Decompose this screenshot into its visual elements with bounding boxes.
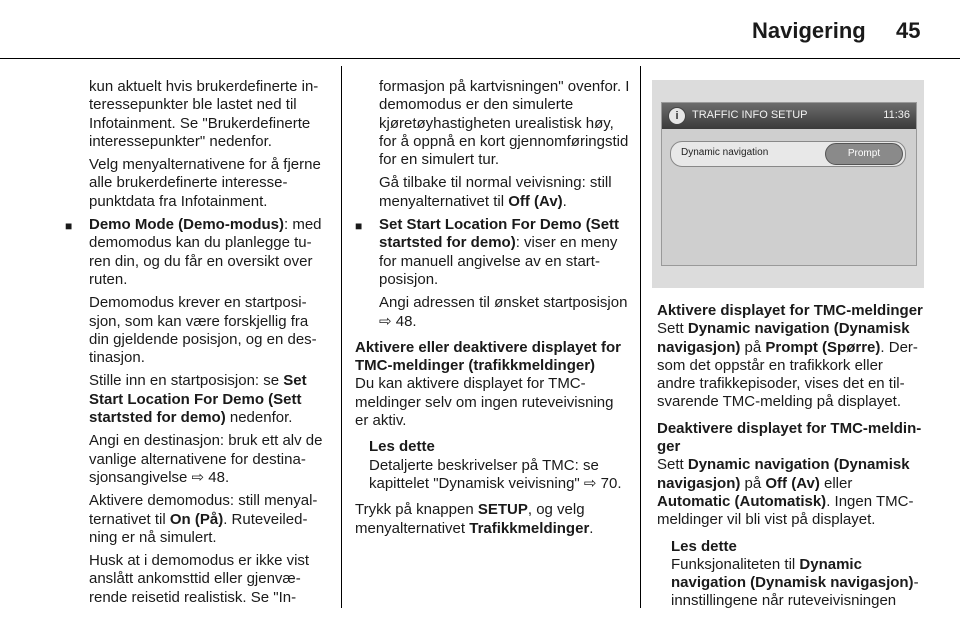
bullet-demo-mode <box>65 216 327 289</box>
text: Sett <box>657 456 688 474</box>
bold-text: Set Start Location For Demo (Sett startsted for demo) <box>89 372 307 427</box>
text: . Ingen TMC-meldinger vil bli vist på displayet. <box>657 492 914 529</box>
header-title: Navigering <box>752 18 866 43</box>
text: Stille inn en startposisjon: se <box>89 372 284 390</box>
bold-text: Dynamic navigation (Dynamisk navigasjon) <box>671 555 914 592</box>
dynamic-navigation-row[interactable] <box>670 141 906 167</box>
column-3 <box>657 302 925 611</box>
bold-text: Prompt (Spørre) <box>765 338 881 356</box>
column-divider-2 <box>640 66 641 608</box>
text: Sett <box>657 320 688 338</box>
setting-value-button[interactable]: Prompt <box>825 143 903 165</box>
text: Aktivere demomodus: still menyalternativet til <box>89 492 318 528</box>
text: . Ruteveiledning er nå simulert. <box>89 510 308 546</box>
bold-text: Trafikkmeldinger <box>469 519 590 537</box>
text: Funksjonaliteten til <box>671 555 800 573</box>
note-text: Detaljerte beskrivelser på TMC: se kapittelet "Dynamisk veivisning" ⇨ 70. <box>369 456 622 492</box>
screen-title-bar <box>662 103 916 129</box>
column-divider-1 <box>341 66 342 608</box>
paragraph: Angi en destinasjon: bruk ett alv de vanlige alternativene for destinasjonsangivelse ⇨ 48. <box>89 432 323 486</box>
bold-text: Dynamic navigation (Dynamisk navigasjon) <box>657 456 910 492</box>
bold-text: Off (Av) <box>508 192 563 210</box>
info-icon: i <box>668 107 686 125</box>
bullet-square-icon: ■ <box>355 219 363 234</box>
text: . <box>562 192 567 210</box>
setting-label: Dynamic navigation <box>681 147 769 158</box>
bullet-label: Set Start Location For Demo (Sett startsted for demo) <box>379 216 620 252</box>
paragraph: Husk at i demomodus er ikke vist anslått ankomsttid eller gjenværende reisetid realistisk. Se "In- <box>89 552 310 606</box>
screen-clock: 11:36 <box>883 109 910 121</box>
section-heading: Deaktivere displayet for TMC-meldinger <box>657 419 922 456</box>
note-box <box>355 438 630 493</box>
section-heading: Aktivere displayet for TMC-meldinger <box>657 302 923 319</box>
paragraph: kun aktuelt hvis brukerdefinerte interessepunkter ble lastet ned til Infotainment. Se "Brukerdefinerte interessepunkter" nedenfor. <box>89 78 319 150</box>
bullet-text: : med demomodus kan du planlegge turen din, og du får en oversikt over ruten. <box>89 216 322 288</box>
text: eller <box>819 474 853 492</box>
paragraph: Velg menyalternativene for å fjerne alle brukerdefinerte interessepunktdata fra Infotainment. <box>89 156 321 210</box>
note-text <box>671 556 925 611</box>
paragraph <box>657 320 925 411</box>
page-number: 45 <box>896 18 921 43</box>
bold-text: Dynamic navigation (Dynamisk navigasjon) <box>657 320 910 356</box>
paragraph: Demomodus krever en startposisjon, som kan være forskjellig fra din gjeldende posisjon, og en destinasjon. <box>89 294 317 367</box>
note-title: Les dette <box>671 537 737 555</box>
bullet-square-icon: ■ <box>65 219 73 234</box>
column-1 <box>65 78 327 607</box>
infotainment-screen <box>661 102 917 266</box>
screenshot-figure <box>652 80 924 288</box>
text: Trykk på knappen <box>355 501 478 519</box>
text: Gå tilbake til normal veivisning: still menyalternativet til <box>379 174 612 210</box>
bullet-set-start-location <box>355 216 630 289</box>
screen-title: TRAFFIC INFO SETUP <box>692 109 808 121</box>
paragraph: Du kan aktivere displayet for TMC-meldinger selv om ingen ruteveivisning er aktiv. <box>355 375 614 430</box>
bold-text: SETUP <box>477 501 528 519</box>
paragraph: formasjon på kartvisningen" ovenfor. I demomodus er den simulerte kjøretøyhastigheten urealistisk høy, for å oppnå en kort gjennomføringstid for en simulert tur. <box>379 78 630 169</box>
bold-text: On (På) <box>169 510 224 528</box>
text: . Dersom det oppstår en trafikkork eller andre trafikkepisoder, vises det en tilsvarende TMC-melding på displayet. <box>657 338 918 411</box>
text: . <box>589 519 594 537</box>
bullet-label: Demo Mode (Demo-modus) <box>89 216 284 234</box>
bold-text: Automatic (Automatisk) <box>657 492 827 510</box>
note-box <box>657 538 925 611</box>
text: -innstillingene når ruteveivisningen <box>671 574 919 610</box>
text: , og velg menyalternativet <box>355 501 585 537</box>
header-rule <box>0 58 960 59</box>
text: nedenfor. <box>225 409 293 427</box>
bold-text: Off (Av) <box>765 474 820 492</box>
section-heading: Aktivere eller deaktivere displayet for TMC-meldinger (trafikkmeldinger) <box>355 338 621 375</box>
paragraph: Angi adressen til ønsket startposisjon ⇨ 48. <box>379 294 628 330</box>
bullet-text: : viser en meny for manuell angivelse av en startposisjon. <box>379 234 618 288</box>
note-title: Les dette <box>369 438 435 456</box>
column-2 <box>355 78 630 538</box>
paragraph <box>65 372 327 427</box>
text: på <box>740 474 766 492</box>
paragraph <box>355 174 630 211</box>
paragraph <box>355 501 630 538</box>
text: på <box>740 338 766 356</box>
paragraph <box>65 492 327 547</box>
paragraph <box>657 456 925 529</box>
